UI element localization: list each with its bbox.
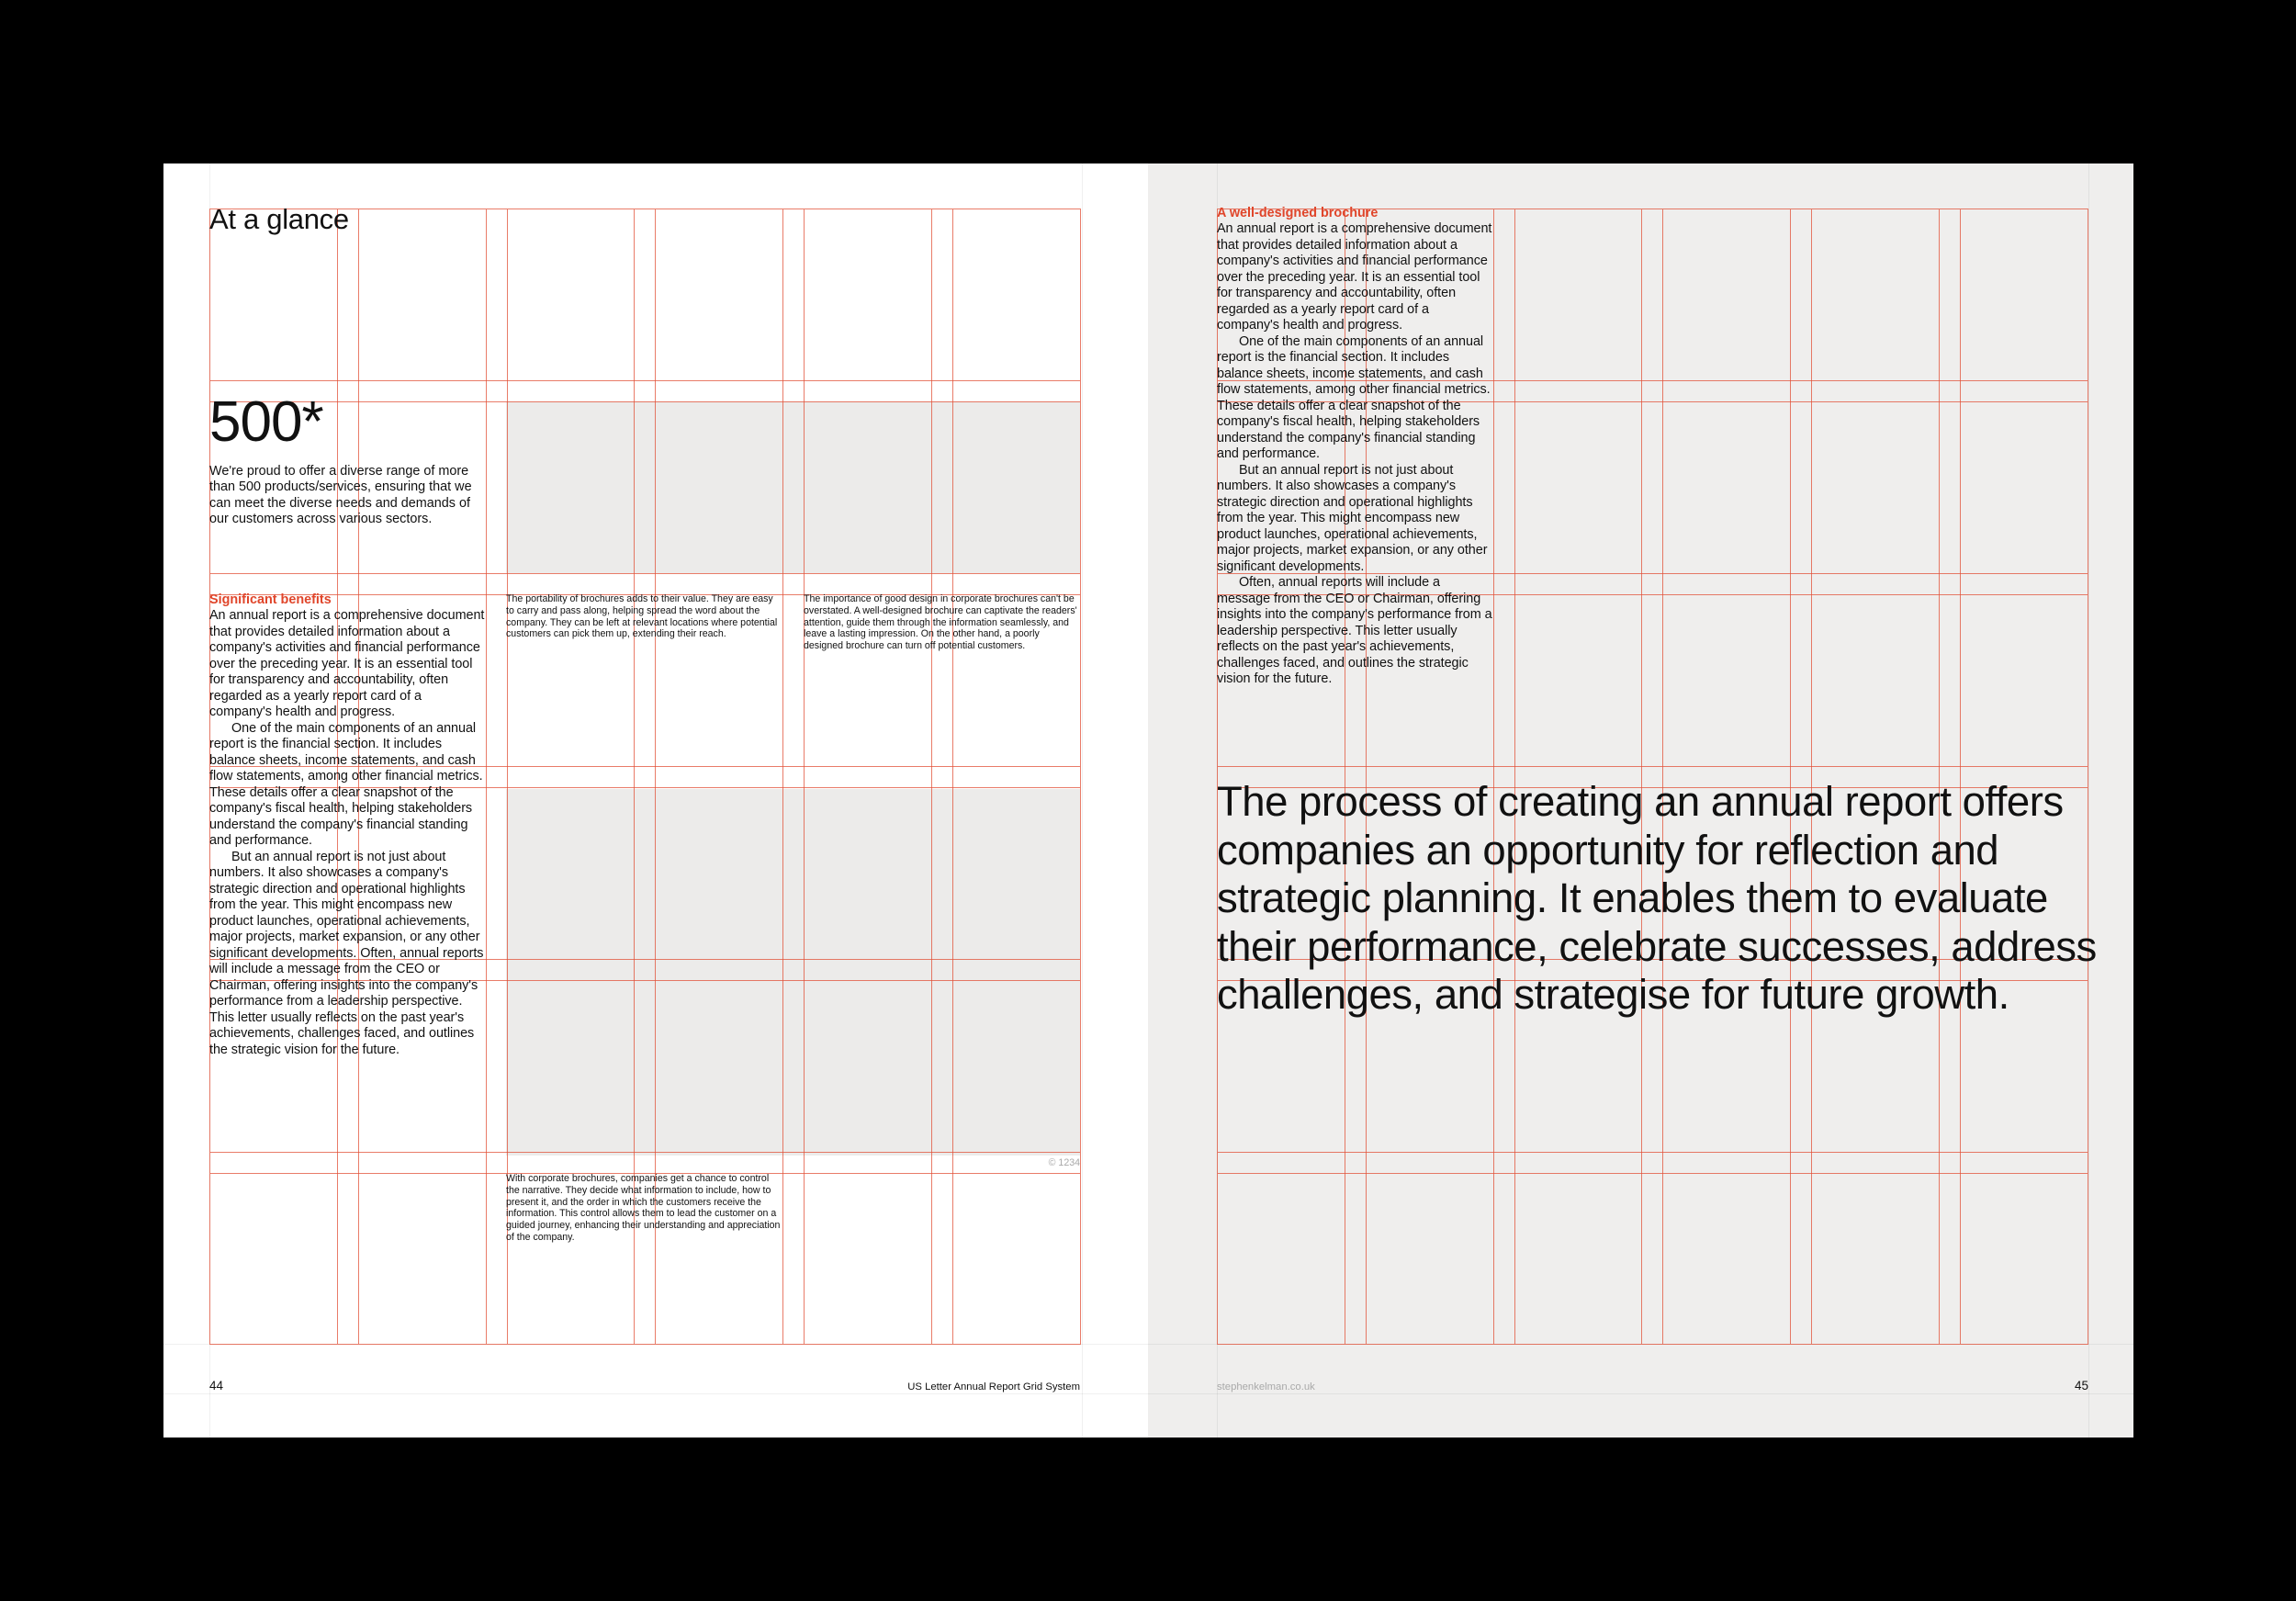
body-text	[1217, 221, 1492, 688]
intro-text: We're proud to offer a diverse range of more than 500 products/services, ensuring that we can meet the diverse needs and demands of our customers across various sectors.	[209, 464, 472, 527]
page-title: At a glance	[209, 203, 349, 235]
body-paragraph: But an annual report is not just about numbers. It also showcases a company's strategic direction and operational highlights from the year. This might encompass new product launches, operational achievements, major projects, market expansion, or any other significant developments.	[1217, 462, 1488, 574]
body-paragraph: Often, annual reports will include a message from the CEO or Chairman, offering insights into the company's performance from a leadership perspective. This letter usually reflects on the past year's achievements, challenges faced, and outlines the strategic vision for the future.	[1217, 575, 1492, 687]
guide-line	[1082, 163, 1083, 1438]
page-number: 44	[209, 1379, 224, 1392]
side-note-portability: The portability of brochures adds to their value. They are easy to carry and pass along, helping spread the word about the company. They can be left at relevant locations where potential customers can pick them up, extending their reach.	[506, 593, 778, 640]
guide-line	[1148, 1393, 2133, 1394]
website-url: stephenkelman.co.uk	[1217, 1381, 1315, 1392]
page-number: 45	[2074, 1379, 2088, 1392]
body-paragraph: An annual report is a comprehensive document that provides detailed information about a company's activities and financial performance over the preceding year. It is an essential tool for transparency and accountability, often regarded as a yearly report card of a company's health and progress.	[209, 608, 485, 720]
right-page	[1148, 163, 2133, 1438]
side-note-narrative: With corporate brochures, companies get a chance to control the narrative. They decide what information to include, how to present it, and the order in which the customers receive the information. This control allows them to lead the customer on a guided journey, enhancing their understanding and appreciation of the company.	[506, 1173, 781, 1243]
guide-line	[163, 1393, 1148, 1394]
brochure-column	[1217, 206, 1492, 688]
side-note-design: The importance of good design in corporate brochures can't be overstated. A well-designed brochure can captivate the readers' attention, guide them through the information seamlessly, and leave a lasting impression. On the other hand, a poorly designed brochure can turn off potential customers.	[804, 593, 1077, 652]
body-paragraph: One of the main components of an annual report is the financial section. It includes balance sheets, income statements, and cash flow statements, among other financial metrics. These details offer a clear snapshot of the company's fiscal health, helping stakeholders understand the company's financial standing and performance.	[209, 720, 483, 849]
copyright-note: © 1234	[1048, 1157, 1080, 1168]
left-page	[163, 163, 1148, 1438]
body-paragraph: An annual report is a comprehensive document that provides detailed information about a company's activities and financial performance over the preceding year. It is an essential tool for transparency and accountability, often regarded as a yearly report card of a company's health and progress.	[1217, 221, 1492, 333]
body-text	[209, 608, 485, 1058]
section-heading: A well-designed brochure	[1217, 206, 1379, 220]
pull-quote: The process of creating an annual report offers companies an opportunity for reflection and strategic planning. It enables them to evaluate their performance, celebrate successes, address challenges, and strategise for future growth.	[1217, 778, 2097, 1018]
benefits-column	[209, 592, 485, 1058]
big-number: 500*	[209, 390, 323, 454]
section-heading: Significant benefits	[209, 592, 332, 607]
running-title: US Letter Annual Report Grid System	[907, 1381, 1080, 1392]
body-paragraph: But an annual report is not just about numbers. It also showcases a company's strategic direction and operational highlights from the year. This might encompass new product launches, operational achievements, major projects, market expansion, or any other significant developments. Often, annual reports will include a message from the CEO or Chairman, offering insights into the company's performance from a leadership perspective. This letter usually reflects on the past year's achievements, challenges faced, and outlines the strategic vision for the future.	[209, 849, 484, 1057]
body-paragraph: One of the main components of an annual report is the financial section. It includes balance sheets, income statements, and cash flow statements, among other financial metrics. These details offer a clear snapshot of the company's fiscal health, helping stakeholders understand the company's financial standing and performance.	[1217, 333, 1491, 462]
